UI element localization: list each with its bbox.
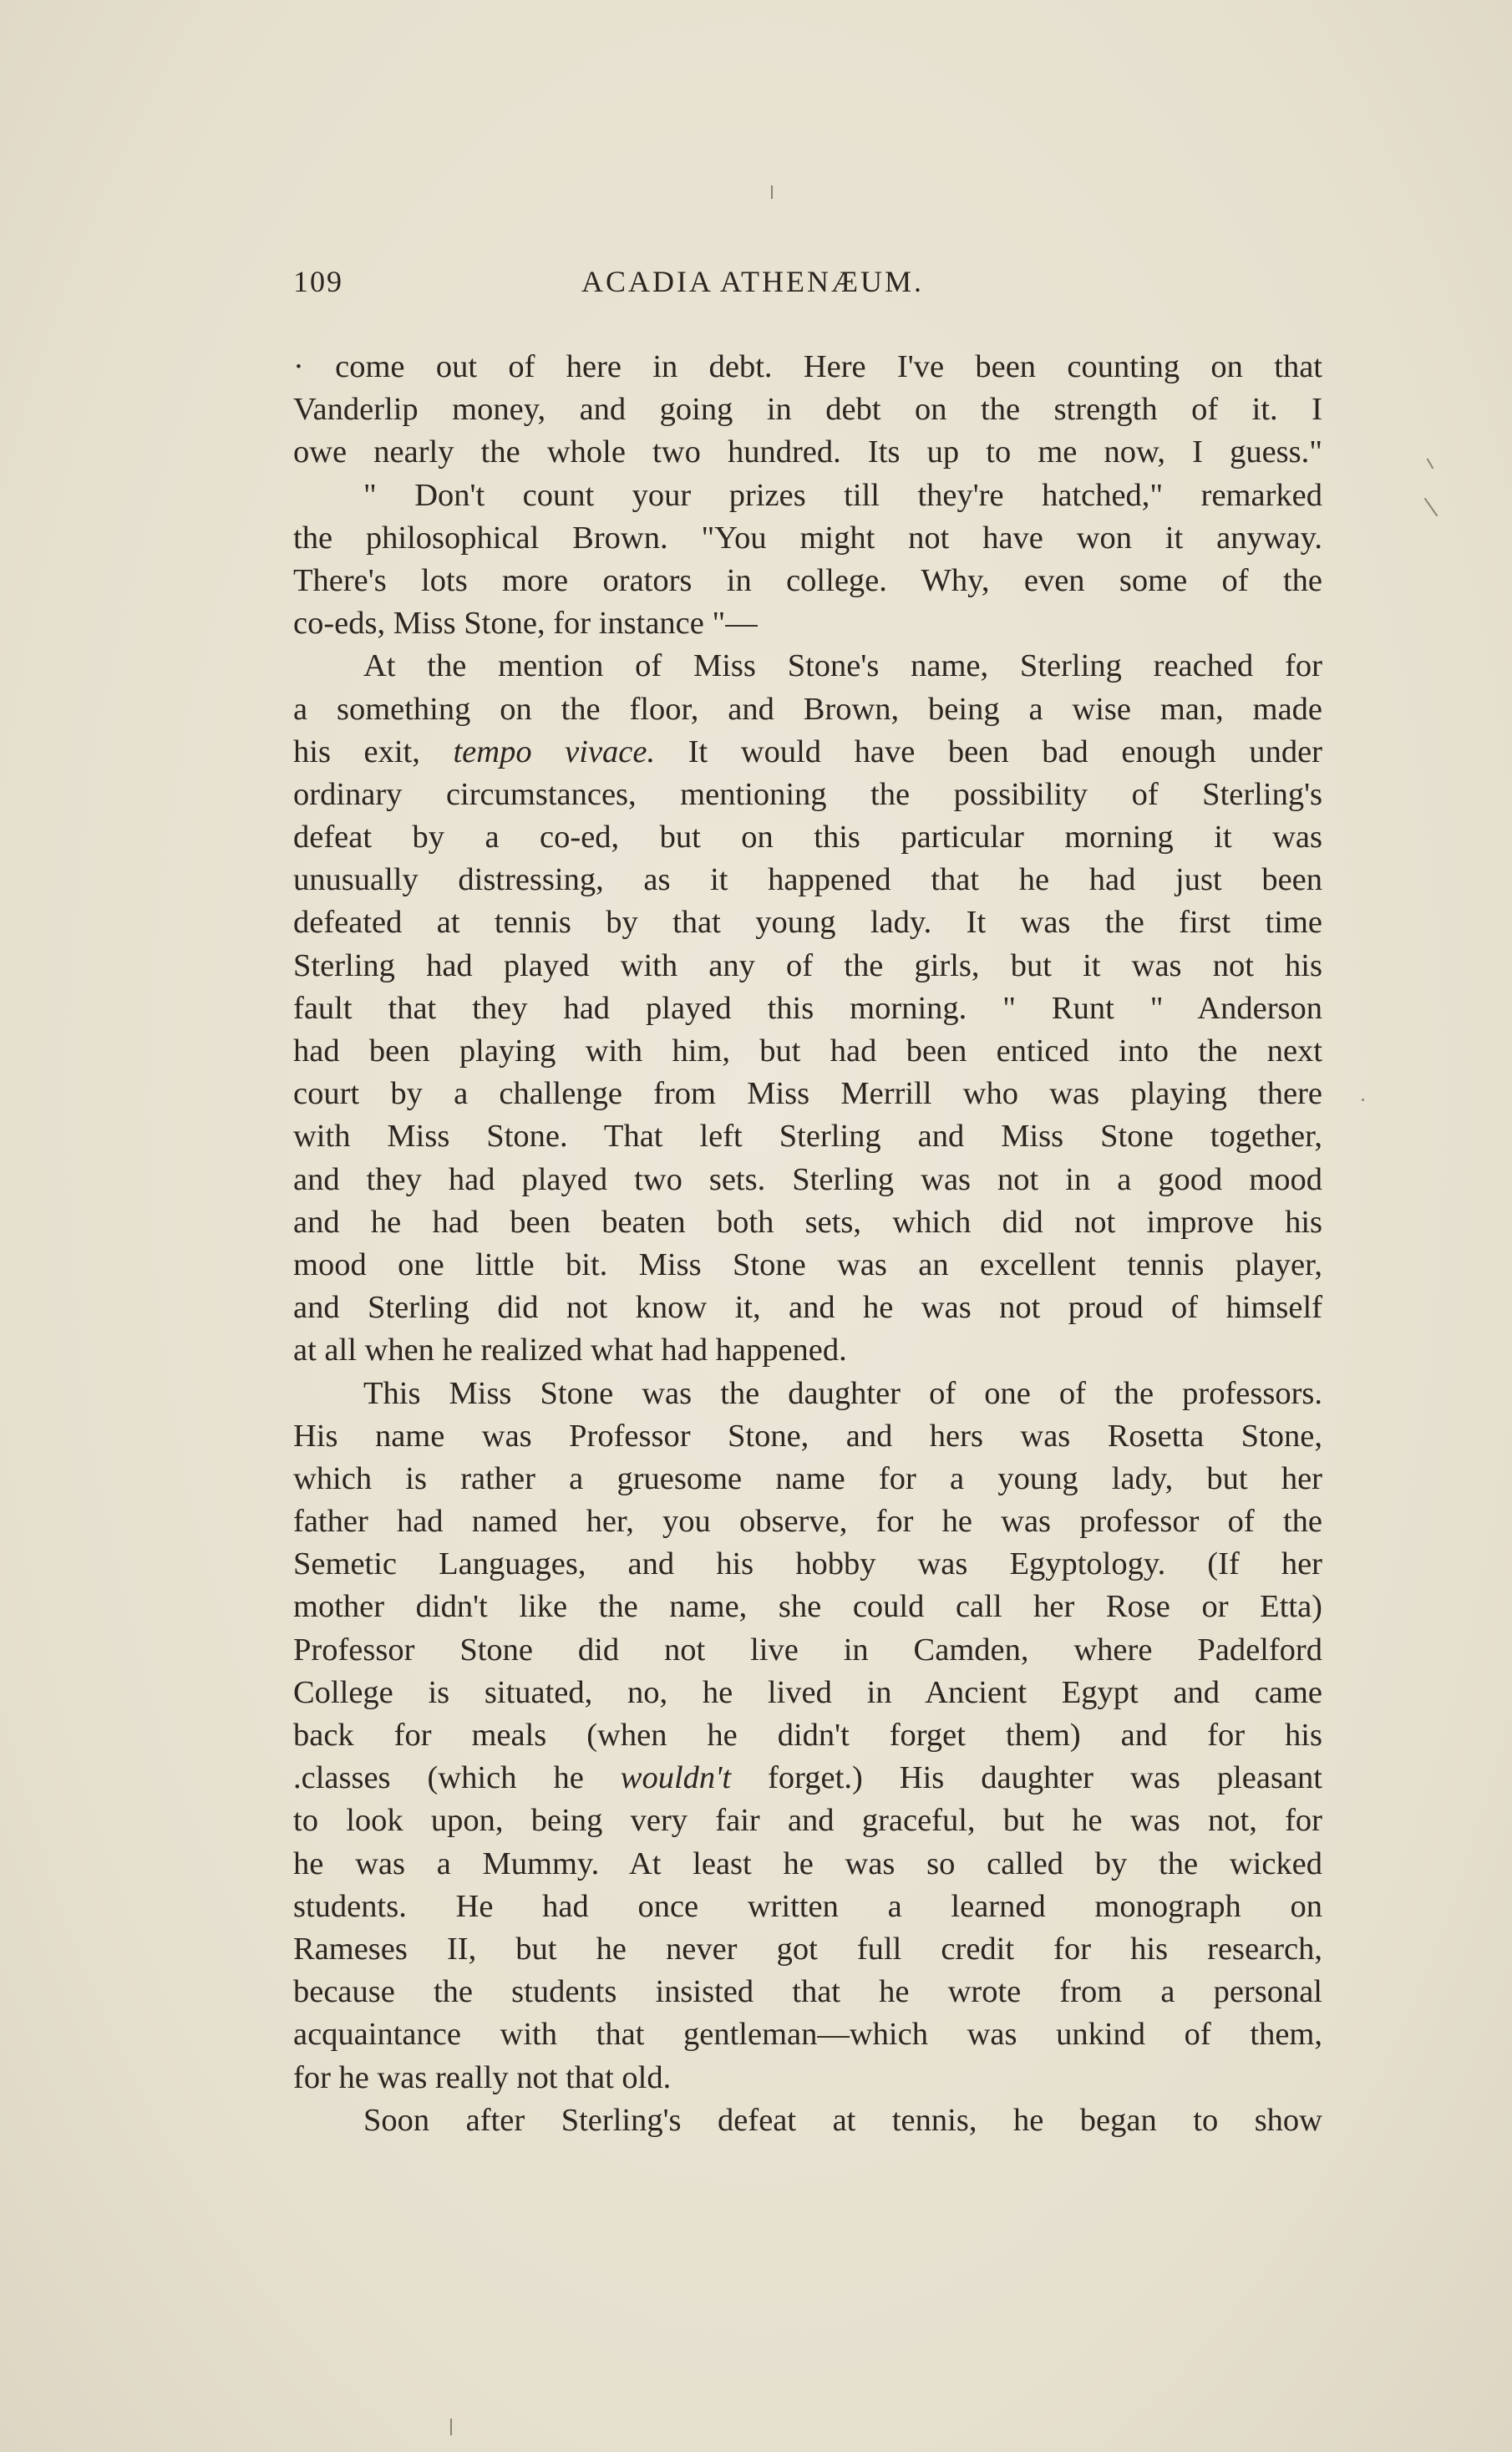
- text-line: his exit, tempo vivace. It would have been bad enough under: [293, 734, 1322, 769]
- text-line: mood one little bit. Miss Stone was an excellent tennis player,: [293, 1246, 1322, 1282]
- scan-speck: [1362, 1099, 1364, 1101]
- text-line: owe nearly the whole two hundred. Its up to me now, I guess.": [293, 434, 1322, 470]
- text-line: Semetic Languages, and his hobby was Egyptology. (If her: [293, 1546, 1322, 1582]
- text-line: unusually distressing, as it happened that he had just been: [293, 862, 1322, 898]
- text-line: Vanderlip money, and going in debt on the strength of it. I: [293, 392, 1322, 428]
- text-line: Sterling had played with any of the girls, but it was not his: [293, 947, 1322, 983]
- text-line: because the students insisted that he wrote from a personal: [293, 1974, 1322, 2010]
- text-line: and they had played two sets. Sterling was not in a good mood: [293, 1161, 1322, 1197]
- text-line: This Miss Stone was the daughter of one of the professors.: [363, 1375, 1322, 1411]
- text-line: ordinary circumstances, mentioning the possibility of Sterling's: [293, 776, 1322, 812]
- scan-speck: [450, 2419, 452, 2435]
- text-line: defeat by a co-ed, but on this particular morning it was: [293, 820, 1322, 855]
- text-line: mother didn't like the name, she could call her Rose or Etta): [293, 1589, 1322, 1625]
- text-line: defeated at tennis by that young lady. It was the first time: [293, 905, 1322, 941]
- scan-speck: [1424, 498, 1438, 516]
- text-line: the philosophical Brown. "You might not have won it anyway.: [293, 520, 1322, 556]
- italic-phrase: wouldn't: [620, 1760, 732, 1796]
- text-line: a something on the floor, and Brown, being a wise man, made: [293, 691, 1322, 727]
- text-line: There's lots more orators in college. Why, even some of the: [293, 562, 1322, 598]
- running-title: ACADIA ATHENÆUM.: [581, 265, 925, 298]
- text-line: and Sterling did not know it, and he was not proud of himself: [293, 1290, 1322, 1326]
- text-line: Professor Stone did not live in Camden, where Padelford: [293, 1632, 1322, 1668]
- text-line: " Don't count your prizes till they're hatched," remarked: [363, 477, 1322, 513]
- text-line: College is situated, no, he lived in Ancient Egypt and came: [293, 1674, 1322, 1710]
- text-line: to look upon, being very fair and graceful, but he was not, for: [293, 1803, 1322, 1839]
- text-line: court by a challenge from Miss Merrill who was playing there: [293, 1076, 1322, 1112]
- text-line: with Miss Stone. That left Sterling and Miss Stone together,: [293, 1119, 1322, 1155]
- text-line: co-eds, Miss Stone, for instance "—: [293, 606, 758, 642]
- text-line: and he had been beaten both sets, which did not improve his: [293, 1204, 1322, 1240]
- page-number: 109: [293, 265, 343, 298]
- body-text: [293, 346, 1322, 2142]
- text-line: he was a Mummy. At least he was so called by the wicked: [293, 1845, 1322, 1881]
- page-header: [293, 264, 1129, 306]
- text-line: Rameses II, but he never got full credit for his research,: [293, 1931, 1322, 1967]
- text-line: · come out of here in debt. Here I've been counting on that: [293, 349, 1322, 384]
- scan-speck: [771, 185, 773, 199]
- text-line: Soon after Sterling's defeat at tennis, he began to show: [363, 2102, 1322, 2138]
- text-line: which is rather a gruesome name for a young lady, but her: [293, 1460, 1322, 1496]
- text-line: acquaintance with that gentleman—which was unkind of them,: [293, 2017, 1322, 2053]
- text-line: had been playing with him, but had been enticed into the next: [293, 1033, 1322, 1069]
- text-line: for he was really not that old.: [293, 2059, 672, 2095]
- text-line: back for meals (when he didn't forget them) and for his: [293, 1718, 1322, 1753]
- text-line: His name was Professor Stone, and hers was Rosetta Stone,: [293, 1418, 1322, 1454]
- text-line: fault that they had played this morning. " Runt " Anderson: [293, 990, 1322, 1026]
- text-line: students. He had once written a learned monograph on: [293, 1888, 1322, 1924]
- text-line: .classes (which he wouldn't forget.) His daughter was pleasant: [293, 1760, 1322, 1796]
- text-line: At the mention of Miss Stone's name, Sterling reached for: [363, 648, 1322, 684]
- text-line: at all when he realized what had happened.: [293, 1333, 847, 1368]
- scan-speck: [1427, 458, 1434, 469]
- italic-phrase: tempo vivace.: [453, 734, 656, 769]
- text-line: father had named her, you observe, for he was professor of the: [293, 1504, 1322, 1540]
